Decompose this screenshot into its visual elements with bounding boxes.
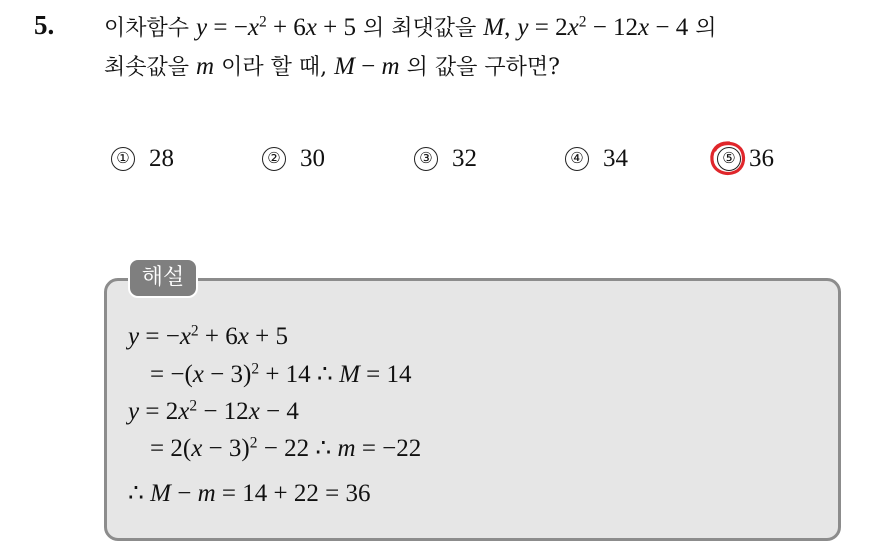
choice-3[interactable] bbox=[414, 144, 477, 174]
question-text: 최솟값을 bbox=[104, 55, 190, 80]
solution-line-3: $y = 2x^2 - 12x - 4$ bbox=[128, 397, 299, 425]
choice-number-5: ⑤ bbox=[717, 147, 741, 171]
solution-line-2: = $-(x - 3)^2 + 14$ ∴ M = 14 bbox=[150, 360, 412, 388]
answer-circle-mark bbox=[707, 137, 749, 179]
solution-line-5: ∴ M − m = 14 + 22 = 36 bbox=[128, 480, 371, 507]
function-1: $y = -x^2 + 6x + 5$ bbox=[196, 13, 357, 41]
choice-1[interactable] bbox=[111, 144, 174, 174]
choice-value-2: 30 bbox=[300, 145, 325, 172]
question-text: 의 bbox=[695, 16, 717, 41]
question-text: 이차함수 bbox=[104, 16, 190, 41]
question-line-1 bbox=[104, 13, 717, 44]
choice-value-4: 34 bbox=[603, 145, 628, 172]
question-text: 의 값을 구하면? bbox=[406, 55, 560, 80]
solution-tag: 해설 bbox=[128, 258, 198, 298]
question-text: 이라 할 때, bbox=[221, 55, 328, 80]
choice-4[interactable] bbox=[565, 144, 628, 174]
choice-value-3: 32 bbox=[452, 145, 477, 172]
variable-M: M bbox=[483, 14, 505, 41]
choice-number-2: ② bbox=[262, 147, 286, 171]
question-text: 의 최댓값을 bbox=[363, 16, 477, 41]
solution-line-1: $y = -x^2 + 6x + 5$ bbox=[128, 322, 288, 350]
comma: , bbox=[504, 14, 511, 41]
choice-number-1: ① bbox=[111, 147, 135, 171]
expression-M-minus-m: M − m bbox=[334, 53, 400, 80]
question-line-2 bbox=[104, 52, 560, 83]
function-2: $y = 2x^2 - 12x - 4$ bbox=[517, 13, 689, 41]
choice-value-5: 36 bbox=[749, 145, 774, 172]
choice-number-3: ③ bbox=[414, 147, 438, 171]
choice-2[interactable] bbox=[262, 144, 325, 174]
question-number: 5. bbox=[34, 10, 55, 40]
variable-m: m bbox=[196, 53, 215, 80]
solution-line-4: = $2(x - 3)^2 - 22$ ∴ m = −22 bbox=[150, 434, 422, 462]
choice-value-1: 28 bbox=[149, 145, 174, 172]
choice-number-4: ④ bbox=[565, 147, 589, 171]
